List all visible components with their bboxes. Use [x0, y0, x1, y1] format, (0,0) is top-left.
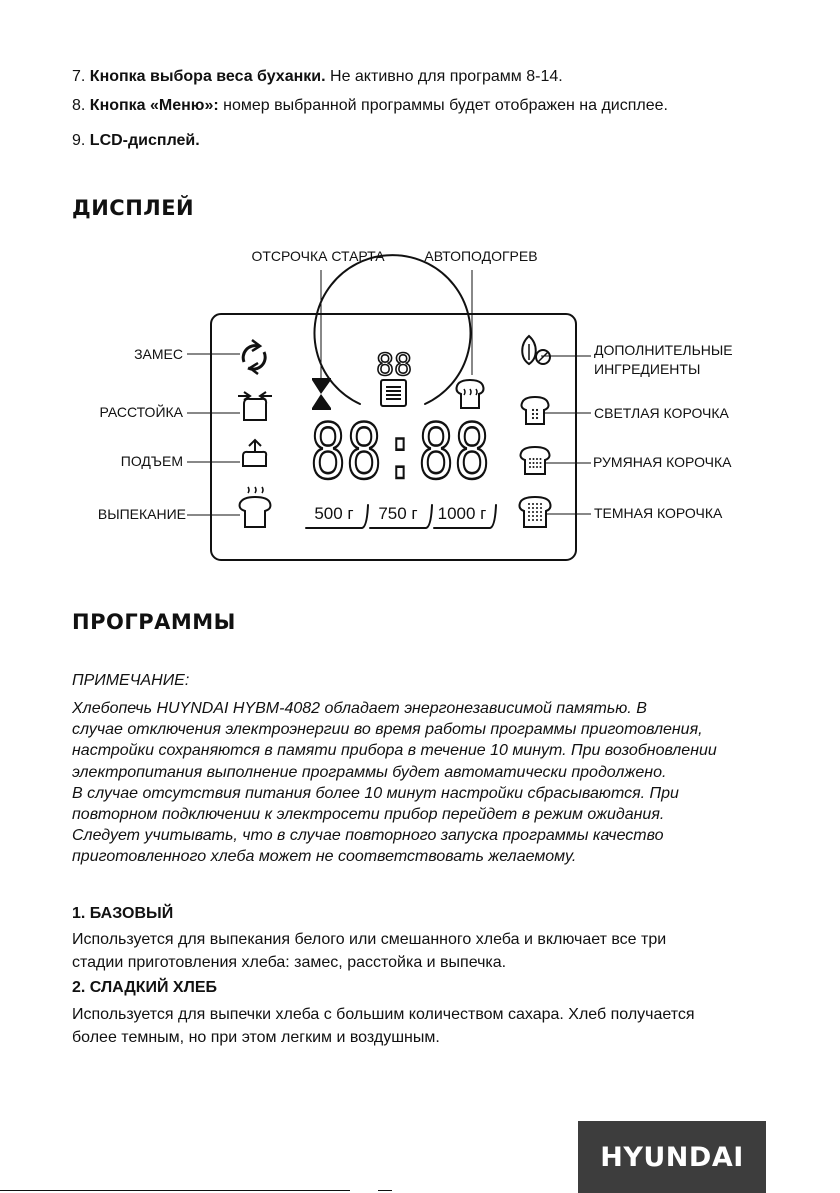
- crust-light-icon: [522, 397, 549, 424]
- rise-icon: [238, 392, 272, 420]
- label-extra-ingredients-2: ИНГРЕДИЕНТЫ: [594, 361, 701, 377]
- note-line: случае отключения электроэнергии во время работы программы приготовления,: [72, 721, 703, 739]
- program-1-desc: [72, 928, 666, 974]
- footer-rule-short: [378, 1190, 392, 1191]
- label-keep-warm: АВТОПОДОГРЕВ: [424, 248, 538, 264]
- crust-dark-icon: [520, 497, 551, 527]
- note-line: повторном подключении к электросети прибор перейдет в режим ожидания.: [72, 806, 665, 824]
- ingredients-icon: [522, 336, 550, 364]
- item-7-bold: Кнопка выбора веса буханки.: [89, 68, 326, 85]
- item-9-bold: LCD-дисплей.: [89, 132, 200, 149]
- note-title: ПРИМЕЧАНИЕ:: [72, 672, 190, 689]
- program-2-desc: [72, 1003, 695, 1049]
- note-line: настройки сохраняются в памяти прибора в течение 10 минут. При возобновлении: [72, 742, 717, 760]
- weight-500: 500 г: [314, 504, 354, 523]
- knead-icon: [243, 340, 265, 374]
- label-knead: ЗАМЕС: [134, 346, 183, 362]
- program-2-line: более темным, но при этом легким и воздушным.: [72, 1029, 440, 1046]
- label-medium-crust: РУМЯНАЯ КОРОЧКА: [593, 454, 732, 470]
- footer-rule: [0, 1190, 350, 1191]
- programs-heading: ПРОГРАММЫ: [72, 610, 236, 634]
- label-bake: ВЫПЕКАНИЕ: [97, 506, 186, 522]
- label-extra-ingredients-1: ДОПОЛНИТЕЛЬНЫЕ: [594, 342, 733, 358]
- item-8-bold: Кнопка «Меню»:: [89, 97, 219, 114]
- item-8: 8. Кнопка «Меню»: номер выбранной программы будет отображен на дисплее.: [72, 97, 668, 114]
- program-1-line: Используется для выпекания белого или смешанного хлеба и включает все три: [72, 931, 667, 948]
- label-light-crust: СВЕТЛАЯ КОРОЧКА: [594, 405, 729, 421]
- brand-logo-text: HYUNDAI: [600, 1141, 744, 1173]
- program-1-title: 1. БАЗОВЫЙ: [72, 905, 174, 922]
- item-9: 9. LCD-дисплей.: [72, 132, 200, 149]
- program-digits: 88: [375, 348, 413, 383]
- hourglass-icon: [312, 378, 331, 410]
- item-7: 7. Кнопка выбора веса буханки. Не активно для программ 8-14.: [72, 68, 563, 85]
- note-line: электропитания выполнение программы будет автоматически продолжено.: [72, 763, 667, 781]
- program-1-line: стадии приготовления хлеба: замес, расстойка и выпечка.: [72, 954, 507, 971]
- crust-medium-icon: [521, 447, 550, 474]
- item-8-text: номер выбранной программы будет отображен на дисплее.: [218, 97, 668, 114]
- program-2-title: 2. СЛАДКИЙ ХЛЕБ: [72, 979, 217, 996]
- note-line: Следует учитывать, что в случае повторного запуска программы качество: [72, 827, 664, 845]
- label-lift: ПОДЪЕМ: [120, 453, 183, 469]
- display-heading: ДИСПЛЕЙ: [72, 196, 195, 220]
- label-rise: РАССТОЙКА: [99, 404, 183, 420]
- menu-icon: [381, 380, 406, 406]
- label-dark-crust: ТЕМНАЯ КОРОЧКА: [594, 505, 723, 521]
- note-body: [72, 698, 717, 868]
- brand-logo: [578, 1121, 766, 1193]
- warm-icon: [457, 380, 484, 408]
- time-digits: 88:88: [310, 407, 490, 496]
- weight-1000: 1000 г: [437, 504, 487, 523]
- note-line: приготовленного хлеба может не соответствовать желаемому.: [72, 848, 577, 866]
- lift-icon: [243, 440, 266, 466]
- note-line: В случае отсутствия питания более 10 минут настройки сбрасываются. При: [72, 784, 679, 802]
- note-line: Хлебопечь HUYNDAI HYBM-4082 обладает энергонезависимой памятью. В: [72, 700, 647, 717]
- item-7-text: Не активно для программ 8-14.: [325, 68, 563, 85]
- label-delay-start: ОТСРОЧКА СТАРТА: [251, 248, 385, 264]
- program-2-line: Используется для выпечки хлеба с большим количеством сахара. Хлеб получается: [72, 1006, 695, 1023]
- weight-750: 750 г: [378, 504, 418, 523]
- lcd-diagram: [0, 230, 840, 570]
- bake-icon: [240, 487, 271, 527]
